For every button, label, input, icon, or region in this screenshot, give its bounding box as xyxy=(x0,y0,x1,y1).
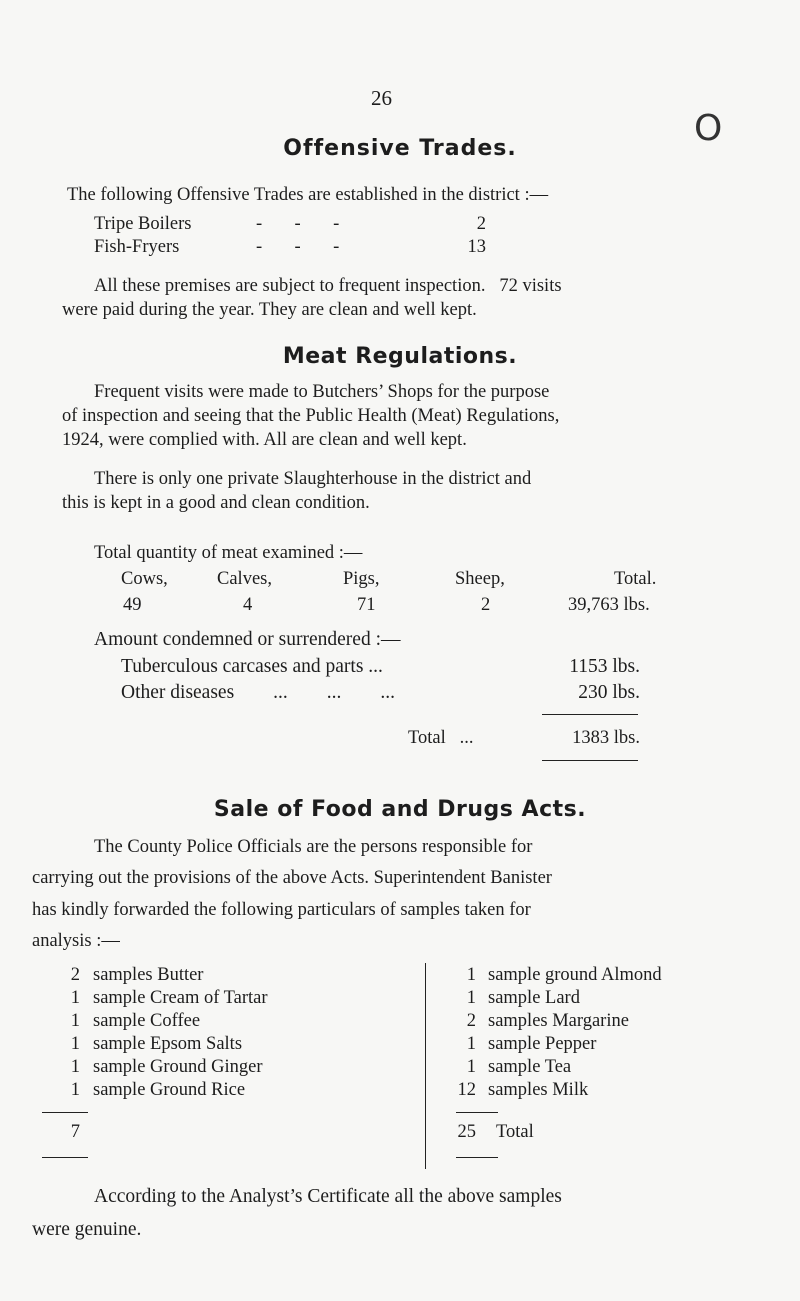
total-quantity-label: Total quantity of meat examined :— xyxy=(94,543,363,563)
left-sample-count: 1 xyxy=(70,1080,80,1100)
meat-paragraph-line: Frequent visits were made to Butchers’ Shops for the purpose xyxy=(94,382,550,402)
offensive-paragraph-line: were paid during the year. They are clean and well kept. xyxy=(62,300,477,320)
trade-row-count: 2 xyxy=(476,214,486,234)
left-sample-text: sample Cream of Tartar xyxy=(93,988,268,1008)
offensive-paragraph-line: All these premises are subject to frequent inspection. 72 visits xyxy=(94,276,562,296)
meat-column-header: Calves, xyxy=(217,569,272,589)
sale-paragraph-line: The County Police Officials are the persons responsible for xyxy=(94,837,533,857)
meat-regulations-heading: Meat Regulations. xyxy=(282,344,518,369)
condemned-rule-bottom xyxy=(542,760,638,761)
condemned-total-value: 1383 lbs. xyxy=(572,728,640,748)
sale-of-food-heading: Sale of Food and Drugs Acts. xyxy=(213,797,587,822)
meat-paragraph-line: 1924, were complied with. All are clean and well kept. xyxy=(62,430,467,450)
left-sample-text: sample Ground Ginger xyxy=(93,1057,263,1077)
right-total-rule-bottom xyxy=(456,1157,498,1158)
right-total: 25 xyxy=(457,1122,476,1142)
meat-value: 4 xyxy=(243,595,253,615)
conclusion-line: were genuine. xyxy=(32,1219,142,1240)
left-sample-text: samples Butter xyxy=(93,965,204,985)
meat-column-header: Total. xyxy=(614,569,657,589)
meat-column-header: Pigs, xyxy=(343,569,380,589)
sale-paragraph-line: analysis :— xyxy=(32,931,120,951)
left-total-rule-top xyxy=(42,1112,88,1113)
meat-value: 49 xyxy=(123,595,142,615)
left-sample-text: sample Ground Rice xyxy=(93,1080,246,1100)
meat-paragraph-line: this is kept in a good and clean condition. xyxy=(62,493,370,513)
right-total-label: Total xyxy=(496,1122,534,1142)
left-sample-text: sample Epsom Salts xyxy=(93,1034,243,1054)
meat-paragraph-line: There is only one private Slaughterhouse in the district and xyxy=(94,469,532,489)
conclusion-line: According to the Analyst’s Certificate all the above samples xyxy=(94,1186,562,1207)
meat-column-header: Sheep, xyxy=(455,569,505,589)
right-sample-text: samples Milk xyxy=(488,1080,589,1100)
offensive-trades-heading: Offensive Trades. xyxy=(283,136,517,161)
condemned-row-label: Tuberculous carcases and parts ... xyxy=(121,656,383,677)
left-total: 7 xyxy=(70,1122,80,1142)
sale-paragraph-line: carrying out the provisions of the above Acts. Superintendent Banister xyxy=(32,868,552,888)
meat-value: 39,763 lbs. xyxy=(568,595,650,615)
trade-row-dashes: - - - xyxy=(256,214,340,234)
right-total-rule-top xyxy=(456,1112,498,1113)
meat-value: 2 xyxy=(481,595,491,615)
trade-row-count: 13 xyxy=(467,237,486,257)
left-sample-count: 1 xyxy=(70,988,80,1008)
left-sample-count: 2 xyxy=(70,965,80,985)
meat-value: 71 xyxy=(357,595,376,615)
right-sample-text: sample Lard xyxy=(488,988,580,1008)
right-sample-count: 1 xyxy=(466,1057,476,1077)
right-sample-count: 1 xyxy=(466,988,476,1008)
right-sample-text: sample Pepper xyxy=(488,1034,597,1054)
sale-paragraph-line: has kindly forwarded the following particulars of samples taken for xyxy=(32,900,531,920)
left-sample-count: 1 xyxy=(70,1034,80,1054)
meat-column-header: Cows, xyxy=(121,569,168,589)
left-sample-text: sample Coffee xyxy=(93,1011,201,1031)
right-sample-count: 1 xyxy=(466,965,476,985)
left-sample-count: 1 xyxy=(70,1057,80,1077)
right-sample-count: 12 xyxy=(457,1080,476,1100)
condemned-total-label: Total ... xyxy=(408,728,474,748)
trade-row-name: Fish-Fryers xyxy=(94,237,180,257)
trade-row-name: Tripe Boilers xyxy=(94,214,192,234)
right-sample-count: 1 xyxy=(466,1034,476,1054)
right-sample-count: 2 xyxy=(466,1011,476,1031)
condemned-row-value: 1153 lbs. xyxy=(569,656,640,677)
condemned-rule-top xyxy=(542,714,638,715)
right-sample-text: samples Margarine xyxy=(488,1011,629,1031)
left-total-rule-bottom xyxy=(42,1157,88,1158)
offensive-intro: The following Offensive Trades are established in the district :— xyxy=(67,185,549,205)
page-number: 26 xyxy=(371,86,392,110)
meat-paragraph-line: of inspection and seeing that the Public Health (Meat) Regulations, xyxy=(62,406,560,426)
corner-mark: O xyxy=(694,108,723,149)
right-sample-text: sample ground Almond xyxy=(488,965,662,985)
right-sample-text: sample Tea xyxy=(488,1057,572,1077)
condemned-label: Amount condemned or surrendered :— xyxy=(94,629,401,650)
condemned-row-value: 230 lbs. xyxy=(578,682,640,703)
left-sample-count: 1 xyxy=(70,1011,80,1031)
column-divider xyxy=(425,963,426,1169)
condemned-row-label: Other diseases ... ... ... xyxy=(121,682,396,703)
trade-row-dashes: - - - xyxy=(256,237,340,257)
